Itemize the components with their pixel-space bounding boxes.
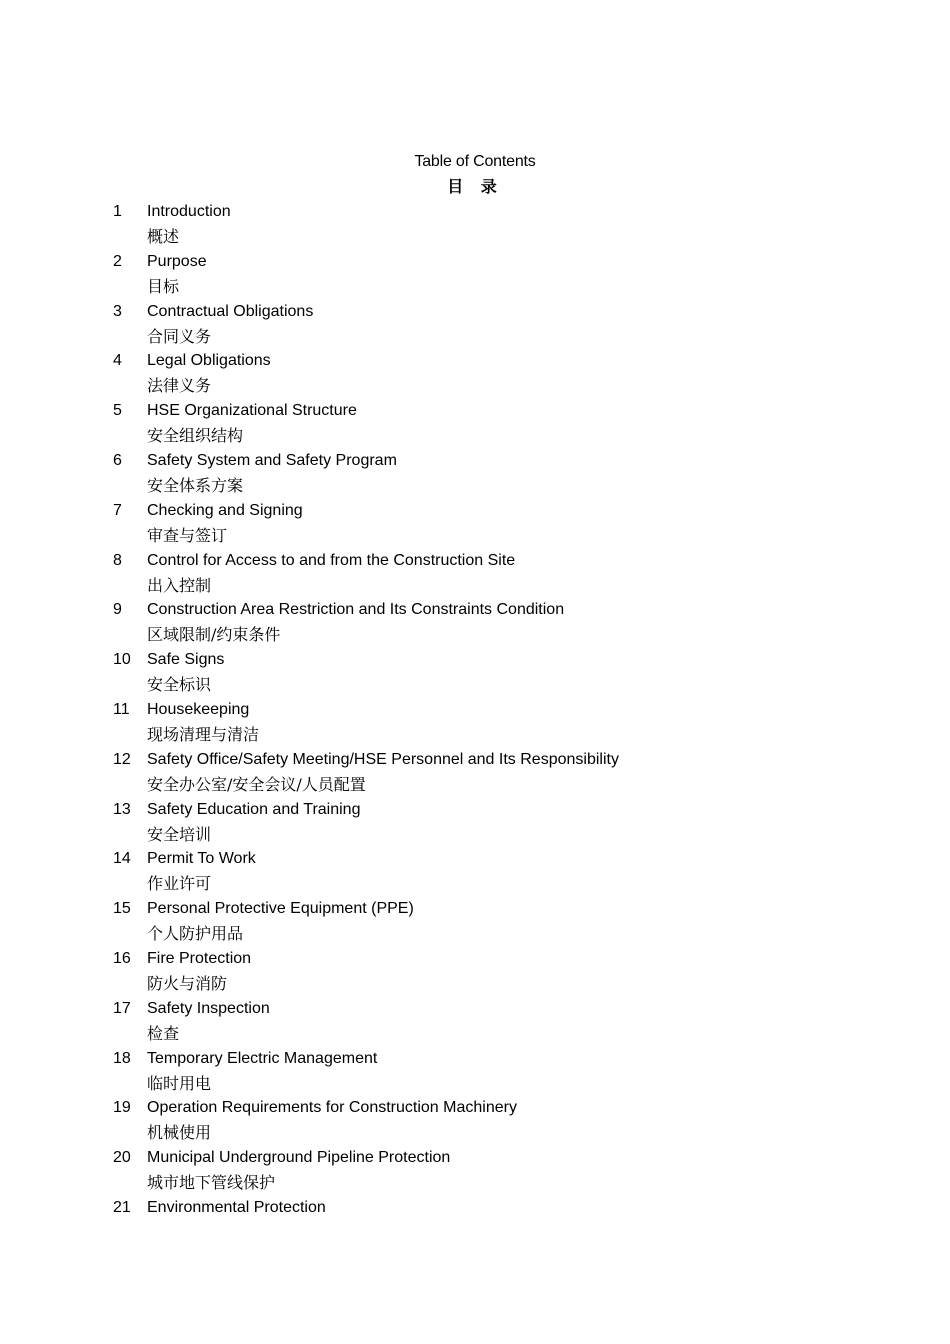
toc-entry xyxy=(113,947,873,997)
toc-entry-title-english: HSE Organizational Structure xyxy=(147,402,357,420)
toc-entry-title-english: Purpose xyxy=(147,252,207,270)
toc-entry xyxy=(113,449,873,499)
toc-entry-number: 9 xyxy=(113,601,122,619)
toc-entry xyxy=(113,847,873,897)
toc-entry-title-chinese: 安全培训 xyxy=(147,824,212,844)
toc-entry-number: 13 xyxy=(113,800,131,818)
toc-entry-number: 19 xyxy=(113,1099,131,1117)
toc-entry-title-chinese: 概述 xyxy=(147,227,180,246)
toc-entry-title-english: Safety Office/Safety Meeting/HSE Personnel and Its Responsibility xyxy=(147,750,619,768)
toc-entry-title-english: Checking and Signing xyxy=(147,501,303,519)
toc-entry-title-english: Operation Requirements for Construction Machinery xyxy=(147,1099,517,1117)
toc-entry xyxy=(113,798,873,848)
toc-entry-number: 3 xyxy=(113,302,122,320)
toc-entry xyxy=(113,200,873,250)
toc-entry-title-chinese: 区域限制/约束条件 xyxy=(147,625,281,645)
toc-entry-number: 1 xyxy=(113,203,122,220)
toc-entry xyxy=(113,997,873,1047)
toc-entry-number: 12 xyxy=(113,750,131,768)
toc-entry-title-english: Introduction xyxy=(147,203,231,220)
toc-entry-title-english: Fire Protection xyxy=(147,949,252,967)
toc-entry xyxy=(113,1047,873,1097)
toc-entry xyxy=(113,598,873,648)
toc-entry-title-chinese: 个人防护用品 xyxy=(147,924,244,944)
toc-entry-number: 5 xyxy=(113,402,122,420)
toc-entry-number: 18 xyxy=(113,1049,131,1067)
toc-entry xyxy=(113,1146,873,1196)
toc-entry xyxy=(113,698,873,748)
toc-entry-title-english: Municipal Underground Pipeline Protection xyxy=(147,1149,451,1167)
toc-entry xyxy=(113,648,873,698)
toc-entry-title-chinese: 合同义务 xyxy=(147,326,212,346)
toc-entry xyxy=(113,349,873,399)
table-of-contents-list xyxy=(113,200,873,1246)
toc-entry-number: 15 xyxy=(113,900,131,918)
toc-entry-number: 20 xyxy=(113,1149,131,1167)
toc-entry-title-english: Personal Protective Equipment (PPE) xyxy=(147,900,414,918)
toc-entry-number: 21 xyxy=(113,1198,131,1216)
toc-entry xyxy=(113,399,873,449)
toc-entry xyxy=(113,250,873,300)
toc-entry-title-chinese: 城市地下管线保护 xyxy=(147,1173,276,1193)
toc-entry-title-chinese: 机械使用 xyxy=(147,1123,212,1143)
toc-entry-number: 14 xyxy=(113,850,131,868)
toc-entry-title-chinese: 安全办公室/安全会议/人员配置 xyxy=(147,774,366,794)
toc-entry-title-chinese: 目标 xyxy=(147,276,180,296)
toc-entry-title-english: Safety Education and Training xyxy=(147,800,361,818)
toc-entry-title-chinese: 安全体系方案 xyxy=(147,475,244,495)
toc-entry-number: 10 xyxy=(113,651,131,669)
toc-entry-title-chinese: 防火与消防 xyxy=(147,973,228,993)
toc-entry-number: 4 xyxy=(113,352,122,370)
toc-entry-number: 17 xyxy=(113,999,131,1017)
toc-entry-title-english: Control for Access to and from the Construction Site xyxy=(147,551,516,569)
toc-entry xyxy=(113,549,873,599)
toc-entry-title-chinese: 临时用电 xyxy=(147,1073,212,1093)
toc-entry-title-chinese: 作业许可 xyxy=(147,874,212,894)
toc-entry xyxy=(113,300,873,350)
toc-entry xyxy=(113,748,873,798)
toc-entry-title-english: Safety Inspection xyxy=(147,999,270,1017)
toc-entry-number: 2 xyxy=(113,252,122,270)
toc-entry xyxy=(113,499,873,549)
toc-entry-title-chinese: 出入控制 xyxy=(147,575,212,595)
toc-entry xyxy=(113,897,873,947)
toc-entry-title-english: Construction Area Restriction and Its Constraints Condition xyxy=(147,601,565,619)
toc-entry-title-english: Legal Obligations xyxy=(147,352,271,370)
toc-entry-title-english: Housekeeping xyxy=(147,700,250,718)
toc-entry-number: 16 xyxy=(113,949,131,967)
toc-entry-number: 6 xyxy=(113,451,122,469)
toc-entry-number: 11 xyxy=(113,700,130,718)
toc-entry-title-chinese: 检查 xyxy=(147,1023,180,1043)
toc-entry-title-chinese: 法律义务 xyxy=(147,376,212,396)
toc-title-english: Table of Contents xyxy=(414,153,536,170)
toc-entry-title-english: Contractual Obligations xyxy=(147,302,314,320)
toc-entry xyxy=(113,1196,873,1246)
toc-entry-number: 7 xyxy=(113,501,122,519)
toc-entry-title-chinese: 安全标识 xyxy=(147,675,212,695)
toc-entry-number: 8 xyxy=(113,551,122,569)
toc-entry-title-english: Permit To Work xyxy=(147,850,256,868)
toc-entry-title-chinese: 审查与签订 xyxy=(147,525,228,545)
toc-entry-title-english: Environmental Protection xyxy=(147,1198,326,1216)
toc-title-chinese: 目 录 xyxy=(447,177,503,196)
toc-entry-title-chinese: 现场清理与清洁 xyxy=(147,724,260,744)
toc-entry-title-english: Safe Signs xyxy=(147,651,225,669)
toc-entry-title-chinese: 安全组织结构 xyxy=(147,426,244,446)
toc-entry-title-english: Temporary Electric Management xyxy=(147,1049,378,1067)
toc-entry xyxy=(113,1096,873,1146)
toc-entry-title-english: Safety System and Safety Program xyxy=(147,451,397,469)
